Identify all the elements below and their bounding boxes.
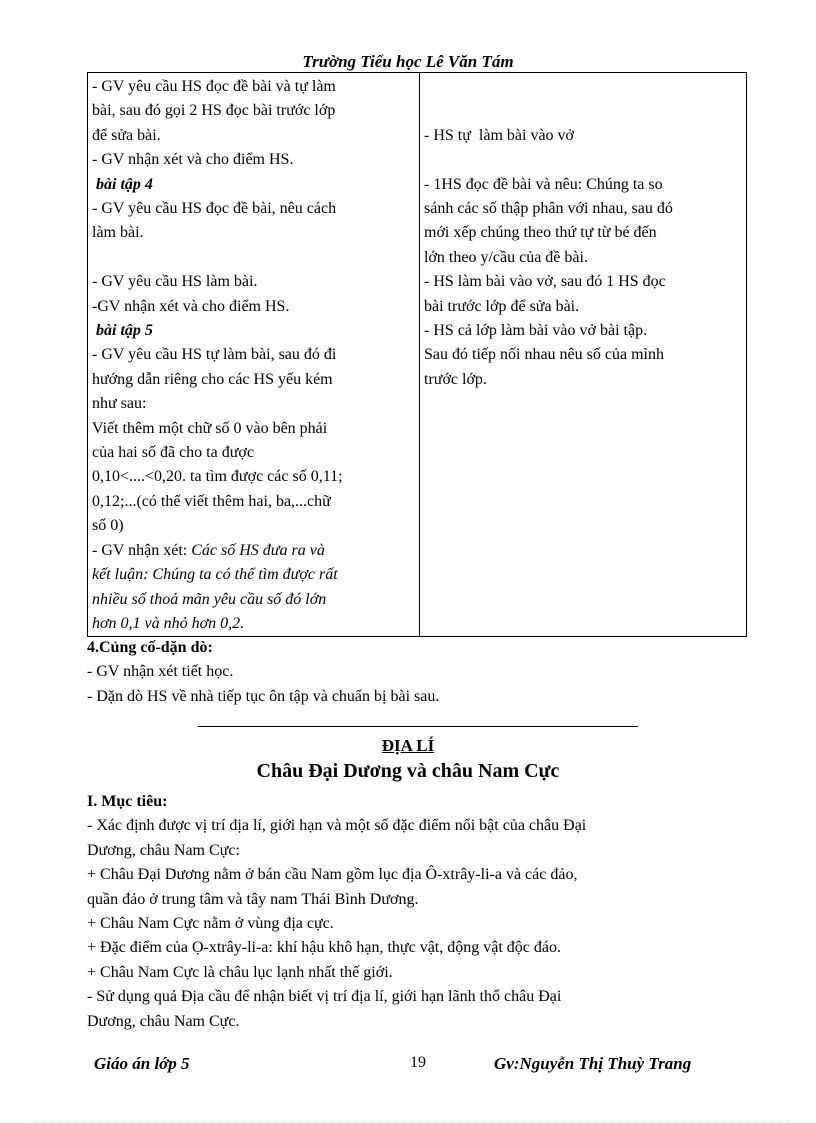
teacher-line: - GV yêu cầu HS đọc đề bài và tự làm — [92, 78, 336, 95]
student-line: - 1HS đọc đề bài và nêu: Chúng ta so — [424, 175, 663, 193]
blank-line — [424, 99, 742, 123]
teacher-line: -GV nhận xét và cho điểm HS. — [92, 297, 290, 315]
objective-line: + Châu Nam Cực là châu lục lạnh nhất thế giới. — [87, 963, 393, 981]
teacher-line: để sửa bài. — [92, 126, 161, 144]
blank-line — [92, 246, 415, 270]
consolidation-line: - Dặn dò HS về nhà tiếp tục ôn tập và chuẩn bị bài sau. — [87, 687, 440, 705]
footer-course: Giáo án lớp 5 — [94, 1054, 190, 1073]
student-line: lớn theo y/cầu của đề bài. — [424, 248, 588, 266]
teacher-line: như sau: — [92, 395, 147, 413]
teacher-line: hơn 0,1 và nhỏ hơn 0,2. — [92, 614, 245, 632]
objective-line: - Xác định được vị trí địa lí, giới hạn và một số đặc điểm nổi bật của châu Đại — [87, 817, 587, 835]
remark-italic: Các số HS đưa ra và — [191, 541, 325, 559]
teacher-line: 0,12;...(có thể viết thêm hai, ba,...chữ — [92, 492, 331, 510]
consolidation-heading: 4.Củng cố-dặn dò: — [87, 639, 213, 656]
remark-label: - GV nhận xét: — [92, 541, 192, 559]
objective-line: Dương, châu Nam Cực. — [87, 1012, 240, 1030]
teacher-activities-column — [88, 73, 420, 637]
objectives-heading-number: I. — [87, 793, 98, 810]
blank-line — [424, 148, 742, 172]
student-line: - HS làm bài vào vở, sau đó 1 HS đọc — [424, 273, 666, 291]
teacher-line: của hai số đã cho ta được — [92, 444, 254, 462]
blank-line — [424, 75, 742, 99]
teacher-line: - GV yêu cầu HS tự làm bài, sau đó đi — [92, 346, 337, 364]
page-number: 19 — [410, 1054, 426, 1071]
student-line: sánh các số thập phân với nhau, sau đó — [424, 199, 673, 217]
objective-line: Dương, châu Nam Cực: — [87, 841, 240, 859]
student-line: - HS tự làm bài vào vở — [424, 126, 574, 144]
objective-line: - Sử dụng quả Địa cầu để nhận biết vị trí địa lí, giới hạn lãnh thổ châu Đại — [87, 988, 562, 1006]
consolidation-line: - GV nhận xét tiết học. — [87, 663, 234, 681]
objective-line: + Châu Đại Dương nằm ở bán cầu Nam gồm lục địa Ô-xtrây-li-a và các đảo, — [87, 866, 578, 884]
page-footer — [0, 1054, 816, 1076]
lesson-title: Châu Đại Dương và châu Nam Cực — [256, 760, 560, 782]
teacher-line: - GV yêu cầu HS đọc đề bài, nêu cách — [92, 200, 337, 218]
objective-line: + Châu Nam Cực nằm ở vùng địa cực. — [87, 915, 334, 933]
teacher-remark-line — [92, 539, 415, 563]
teacher-line: - GV nhận xét và cho điểm HS. — [92, 151, 294, 169]
objective-line: quần đảo ở trung tâm và tây nam Thái Bình Dương. — [87, 890, 419, 908]
teacher-line: hướng dẫn riêng cho các HS yếu kém — [92, 370, 333, 388]
student-activities-column — [420, 73, 747, 637]
student-line: bài trước lớp để sửa bài. — [424, 297, 580, 315]
objectives-section — [87, 790, 752, 1034]
school-header: Trường Tiểu học Lê Văn Tám — [302, 52, 514, 71]
teacher-line: Viết thêm một chữ số 0 vào bên phải — [92, 419, 328, 437]
exercise-4-heading: bài tập 4 — [96, 175, 153, 193]
teacher-line: nhiều số thoả mãn yêu cầu số đó lớn — [92, 590, 327, 608]
exercise-5-heading: bài tập 5 — [96, 322, 153, 340]
student-line: Sau đó tiếp nối nhau nêu số của mình — [424, 346, 664, 364]
teacher-line: 0,10<....<0,20. ta tìm được các số 0,11; — [92, 468, 343, 486]
objectives-heading — [87, 790, 752, 814]
subject-heading: ĐỊA LÍ — [381, 736, 435, 755]
student-line: trước lớp. — [424, 370, 487, 388]
section-divider — [198, 726, 638, 727]
teacher-line: kết luận: Chúng ta có thể tìm được rất — [92, 566, 338, 584]
teacher-line: bài, sau đó gọi 2 HS đọc bài trước lớp — [92, 102, 336, 120]
student-line: - HS cả lớp làm bài vào vở bài tập. — [424, 322, 648, 340]
lesson-table — [87, 72, 747, 637]
consolidation-section — [87, 636, 747, 709]
footer-teacher: Gv:Nguyễn Thị Thuỳ Trang — [494, 1054, 692, 1073]
objectives-heading-text: Mục tiêu: — [97, 793, 168, 810]
teacher-line: làm bài. — [92, 224, 144, 242]
teacher-line: số 0) — [92, 517, 124, 535]
student-line: mới xếp chúng theo thứ tự từ bé đến — [424, 224, 657, 242]
teacher-line: - GV yêu cầu HS làm bài. — [92, 273, 258, 291]
objective-line: + Đặc điểm của Ọ-xtrây-li-a: khí hậu khô hạn, thực vật, động vật độc đáo. — [87, 939, 561, 957]
